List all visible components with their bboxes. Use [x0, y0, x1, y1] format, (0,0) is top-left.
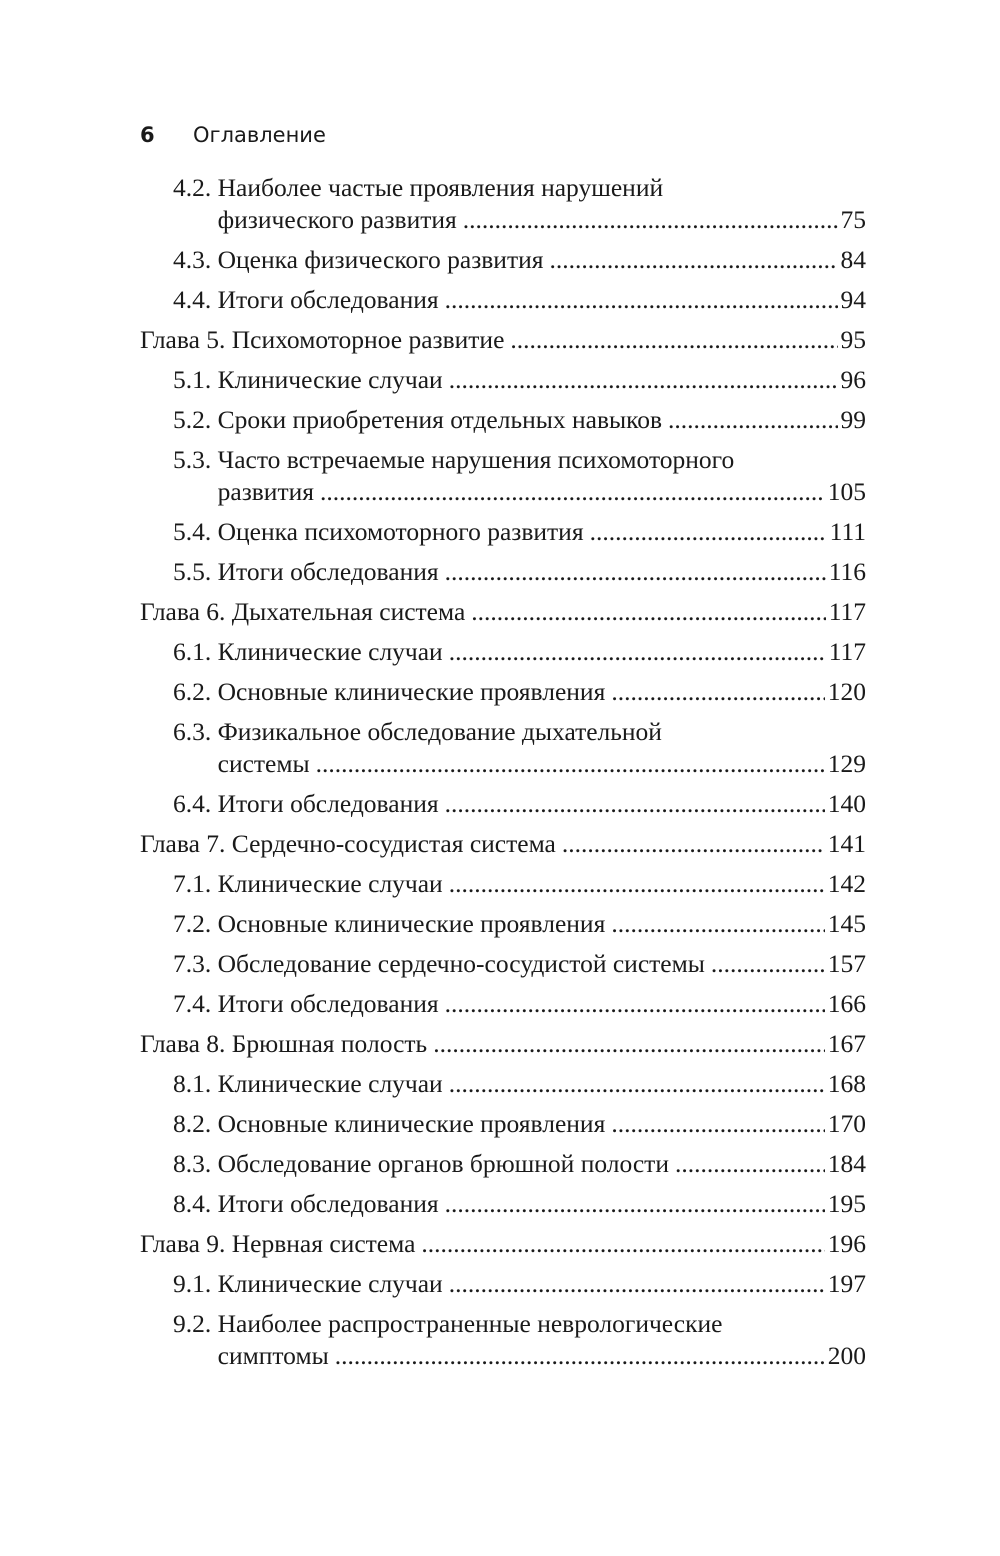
toc-entry-title: Основные клинические проявления	[217, 677, 606, 706]
toc-entry-5-1[interactable]	[140, 364, 866, 404]
toc-entry-number: 4.3.	[173, 245, 218, 274]
toc-entry-number: 7.1.	[173, 869, 218, 898]
dot-leader	[445, 284, 838, 316]
dot-leader	[463, 204, 838, 236]
dot-leader	[471, 596, 825, 628]
toc-entry-page: 75	[840, 205, 866, 234]
dot-leader	[675, 1148, 825, 1180]
toc-entry-page: 200	[827, 1341, 866, 1370]
toc-entry-title-line1: Наиболее распространенные неврологические	[217, 1309, 723, 1338]
dot-leader	[335, 1340, 825, 1372]
toc-entry-number: 5.5.	[173, 557, 218, 586]
toc-entry-number: 7.4.	[173, 989, 218, 1018]
page-header	[140, 120, 326, 150]
toc-chapter-number: Глава 6.	[140, 597, 232, 626]
toc-entry-8-3[interactable]	[140, 1148, 866, 1188]
toc-entry-page: 116	[828, 557, 866, 586]
toc-entry-5-4[interactable]	[140, 516, 866, 556]
page-number: 6	[140, 123, 155, 147]
toc-entry-page: 105	[827, 477, 866, 506]
toc-entry-page: 120	[827, 677, 866, 706]
dot-leader	[320, 476, 825, 508]
toc-entry-9-2[interactable]	[140, 1308, 866, 1380]
dot-leader	[549, 244, 837, 276]
toc-entry-title-line1: Часто встречаемые нарушения психомоторного	[217, 445, 735, 474]
toc-chapter-title: Дыхательная система	[231, 597, 466, 626]
toc-entry-6-4[interactable]	[140, 788, 866, 828]
toc-entry-page: 166	[827, 989, 866, 1018]
toc-entry-number: 7.3.	[173, 949, 218, 978]
toc-entry-page: 142	[827, 869, 866, 898]
dot-leader	[449, 868, 825, 900]
toc-chapter-8[interactable]	[140, 1028, 866, 1068]
toc-entry-5-3[interactable]	[140, 444, 866, 516]
toc-entry-6-2[interactable]	[140, 676, 866, 716]
toc-entry-number: 6.2.	[173, 677, 218, 706]
dot-leader	[449, 1268, 825, 1300]
toc-entry-page: 184	[827, 1149, 866, 1178]
toc-entry-title: развития	[217, 477, 314, 506]
toc-chapter-page: 95	[840, 325, 866, 354]
toc-chapter-title: Брюшная полость	[231, 1029, 428, 1058]
toc-entry-number: 6.4.	[173, 789, 218, 818]
toc-entry-title: Итоги обследования	[217, 789, 439, 818]
toc-entry-page: 157	[827, 949, 866, 978]
dot-leader	[510, 324, 837, 356]
toc-chapter-9[interactable]	[140, 1228, 866, 1268]
toc-entry-6-3[interactable]	[140, 716, 866, 788]
toc-entry-number: 8.4.	[173, 1189, 218, 1218]
toc-chapter-7[interactable]	[140, 828, 866, 868]
toc-entry-4-3[interactable]	[140, 244, 866, 284]
dot-leader	[449, 1068, 825, 1100]
running-title: Оглавление	[193, 123, 326, 147]
toc-entry-page: 84	[840, 245, 866, 274]
toc-entry-title-line1: Физикальное обследование дыхательной	[217, 717, 662, 746]
toc-entry-page: 94	[840, 285, 866, 314]
toc-entry-title: Сроки приобретения отдельных навыков	[217, 405, 663, 434]
toc-entry-title: системы	[217, 749, 310, 778]
toc-chapter-page: 167	[827, 1029, 866, 1058]
toc-chapter-page: 196	[827, 1229, 866, 1258]
toc-entry-4-2[interactable]	[140, 172, 866, 244]
toc-entry-7-4[interactable]	[140, 988, 866, 1028]
dot-leader	[711, 948, 825, 980]
toc-chapter-number: Глава 8.	[140, 1029, 232, 1058]
toc-entry-title: Итоги обследования	[217, 285, 439, 314]
toc-entry-page: 99	[840, 405, 866, 434]
toc-chapter-title: Психомоторное развитие	[231, 325, 505, 354]
toc-entry-title: Обследование сердечно-сосудистой системы	[217, 949, 705, 978]
toc-entry-title: Итоги обследования	[217, 989, 439, 1018]
toc-entry-9-1[interactable]	[140, 1268, 866, 1308]
toc-entry-page: 168	[827, 1069, 866, 1098]
toc-entry-6-1[interactable]	[140, 636, 866, 676]
table-of-contents	[140, 172, 866, 1380]
toc-entry-page: 145	[827, 909, 866, 938]
toc-chapter-number: Глава 5.	[140, 325, 232, 354]
toc-entry-number: 5.2.	[173, 405, 218, 434]
toc-entry-number: 4.4.	[173, 285, 218, 314]
toc-entry-5-5[interactable]	[140, 556, 866, 596]
toc-chapter-title: Сердечно-сосудистая система	[231, 829, 556, 858]
dot-leader	[433, 1028, 825, 1060]
toc-chapter-title: Нервная система	[231, 1229, 416, 1258]
toc-entry-number: 5.3.	[173, 445, 218, 474]
toc-entry-title: Оценка психомоторного развития	[217, 517, 584, 546]
dot-leader	[668, 404, 837, 436]
dot-leader	[449, 636, 826, 668]
toc-entry-title: Клинические случаи	[217, 365, 443, 394]
dot-leader	[611, 908, 824, 940]
toc-entry-number: 9.2.	[173, 1309, 218, 1338]
toc-entry-8-4[interactable]	[140, 1188, 866, 1228]
toc-chapter-number: Глава 7.	[140, 829, 232, 858]
toc-entry-page: 117	[828, 637, 866, 666]
toc-entry-number: 8.2.	[173, 1109, 218, 1138]
dot-leader	[562, 828, 825, 860]
toc-entry-number: 6.1.	[173, 637, 218, 666]
dot-leader	[445, 988, 825, 1020]
toc-entry-page: 195	[827, 1189, 866, 1218]
toc-entry-title: Основные клинические проявления	[217, 1109, 606, 1138]
toc-chapter-number: Глава 9.	[140, 1229, 232, 1258]
toc-chapter-page: 117	[828, 597, 866, 626]
toc-entry-page: 96	[840, 365, 866, 394]
toc-entry-title: Клинические случаи	[217, 869, 443, 898]
toc-entry-number: 9.1.	[173, 1269, 218, 1298]
toc-entry-title: симптомы	[217, 1341, 329, 1370]
toc-chapter-6[interactable]	[140, 596, 866, 636]
dot-leader	[316, 748, 825, 780]
toc-chapter-page: 141	[827, 829, 866, 858]
dot-leader	[611, 1108, 824, 1140]
toc-entry-number: 6.3.	[173, 717, 218, 746]
toc-entry-title: Итоги обследования	[217, 1189, 439, 1218]
toc-entry-title: Оценка физического развития	[217, 245, 544, 274]
dot-leader	[445, 788, 825, 820]
toc-entry-title: Обследование органов брюшной полости	[217, 1149, 669, 1178]
toc-entry-page: 140	[827, 789, 866, 818]
dot-leader	[445, 1188, 825, 1220]
toc-entry-title: Основные клинические проявления	[217, 909, 606, 938]
toc-entry-title: Клинические случаи	[217, 1269, 443, 1298]
toc-entry-page: 197	[827, 1269, 866, 1298]
dot-leader	[421, 1228, 824, 1260]
toc-entry-number: 5.4.	[173, 517, 218, 546]
toc-entry-7-1[interactable]	[140, 868, 866, 908]
toc-entry-page: 129	[827, 749, 866, 778]
toc-chapter-5[interactable]	[140, 324, 866, 364]
toc-entry-title: Клинические случаи	[217, 637, 443, 666]
toc-entry-title: физического развития	[217, 205, 457, 234]
toc-entry-number: 8.1.	[173, 1069, 218, 1098]
dot-leader	[611, 676, 824, 708]
toc-entry-title: Клинические случаи	[217, 1069, 443, 1098]
toc-entry-number: 4.2.	[173, 173, 218, 202]
toc-entry-7-2[interactable]	[140, 908, 866, 948]
toc-entry-5-2[interactable]	[140, 404, 866, 444]
toc-entry-number: 5.1.	[173, 365, 218, 394]
toc-entry-8-1[interactable]	[140, 1068, 866, 1108]
toc-entry-7-3[interactable]	[140, 948, 866, 988]
toc-entry-4-4[interactable]	[140, 284, 866, 324]
toc-entry-8-2[interactable]	[140, 1108, 866, 1148]
toc-entry-number: 7.2.	[173, 909, 218, 938]
toc-entry-title-line1: Наиболее частые проявления нарушений	[217, 173, 664, 202]
dot-leader	[445, 556, 826, 588]
toc-entry-page: 170	[827, 1109, 866, 1138]
toc-entry-title: Итоги обследования	[217, 557, 439, 586]
toc-entry-number: 8.3.	[173, 1149, 218, 1178]
dot-leader	[590, 516, 827, 548]
dot-leader	[449, 364, 838, 396]
toc-entry-page: 111	[829, 517, 866, 546]
